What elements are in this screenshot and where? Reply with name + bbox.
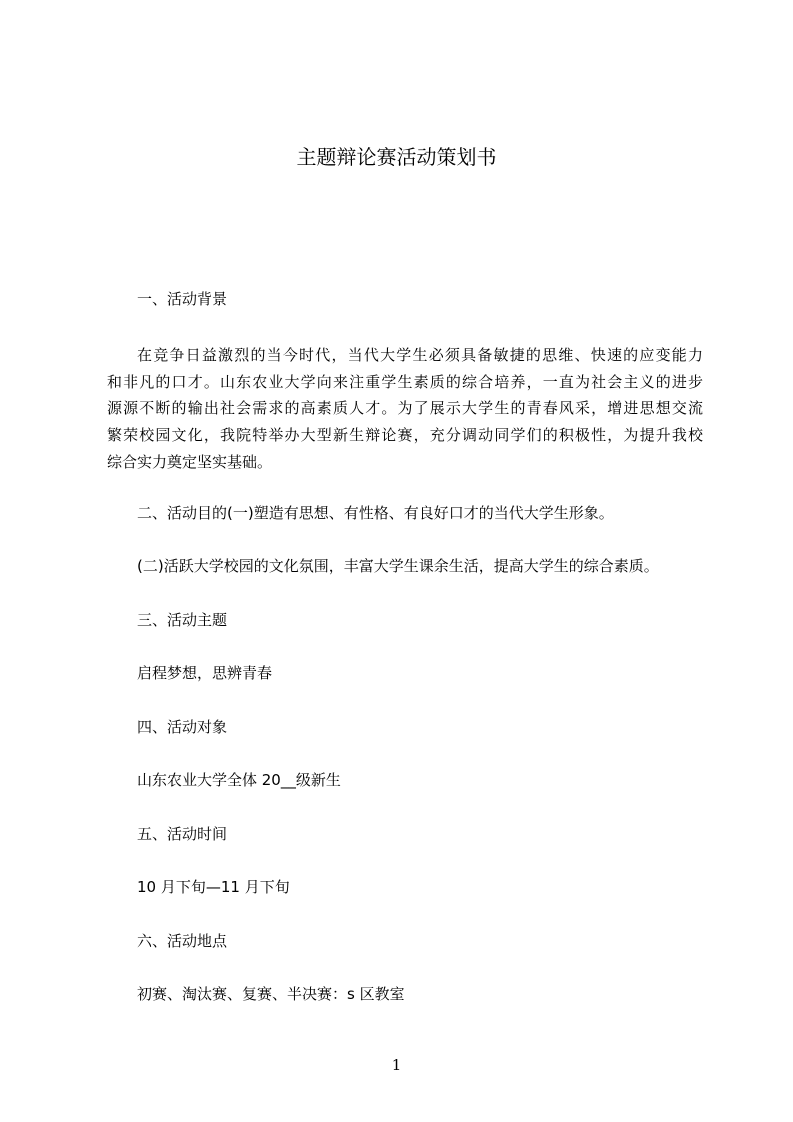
location-text: 初赛、淘汰赛、复赛、半决赛：s 区教室: [137, 985, 405, 1003]
section-heading-theme: 三、活动主题: [137, 611, 228, 629]
paragraph-line: 在竞争日益激烈的当今时代，当代大学生必须具备敏捷的思维、快速的应变能力: [137, 346, 703, 364]
time-text: 10 月下旬—11 月下旬: [137, 878, 290, 896]
section-heading-time: 五、活动时间: [137, 825, 228, 843]
section-heading-purpose: 二、活动目的(一)塑造有思想、有性格、有良好口才的当代大学生形象。: [137, 504, 614, 522]
document-title: 主题辩论赛活动策划书: [296, 145, 497, 169]
section-heading-background: 一、活动背景: [137, 290, 228, 308]
section-heading-location: 六、活动地点: [137, 932, 228, 950]
audience-text: 山东农业大学全体 20__级新生: [137, 771, 341, 789]
section-heading-audience: 四、活动对象: [137, 718, 228, 736]
purpose-item-2: (二)活跃大学校园的文化氛围，丰富大学生课余生活，提高大学生的综合素质。: [137, 557, 659, 575]
paragraph-line: 综合实力奠定坚实基础。: [107, 452, 273, 471]
page-number: 1: [391, 1056, 402, 1074]
theme-text: 启程梦想，思辨青春: [137, 664, 273, 682]
background-paragraph: [107, 342, 703, 476]
paragraph-line: 和非凡的口才。山东农业大学向来注重学生素质的综合培养，一直为社会主义的进步: [107, 372, 703, 391]
paragraph-line: 源源不断的输出社会需求的高素质人才。为了展示大学生的青春风采，增进思想交流: [107, 399, 703, 418]
paragraph-line: 繁荣校园文化，我院特举办大型新生辩论赛，充分调动同学们的积极性，为提升我校: [107, 426, 703, 445]
